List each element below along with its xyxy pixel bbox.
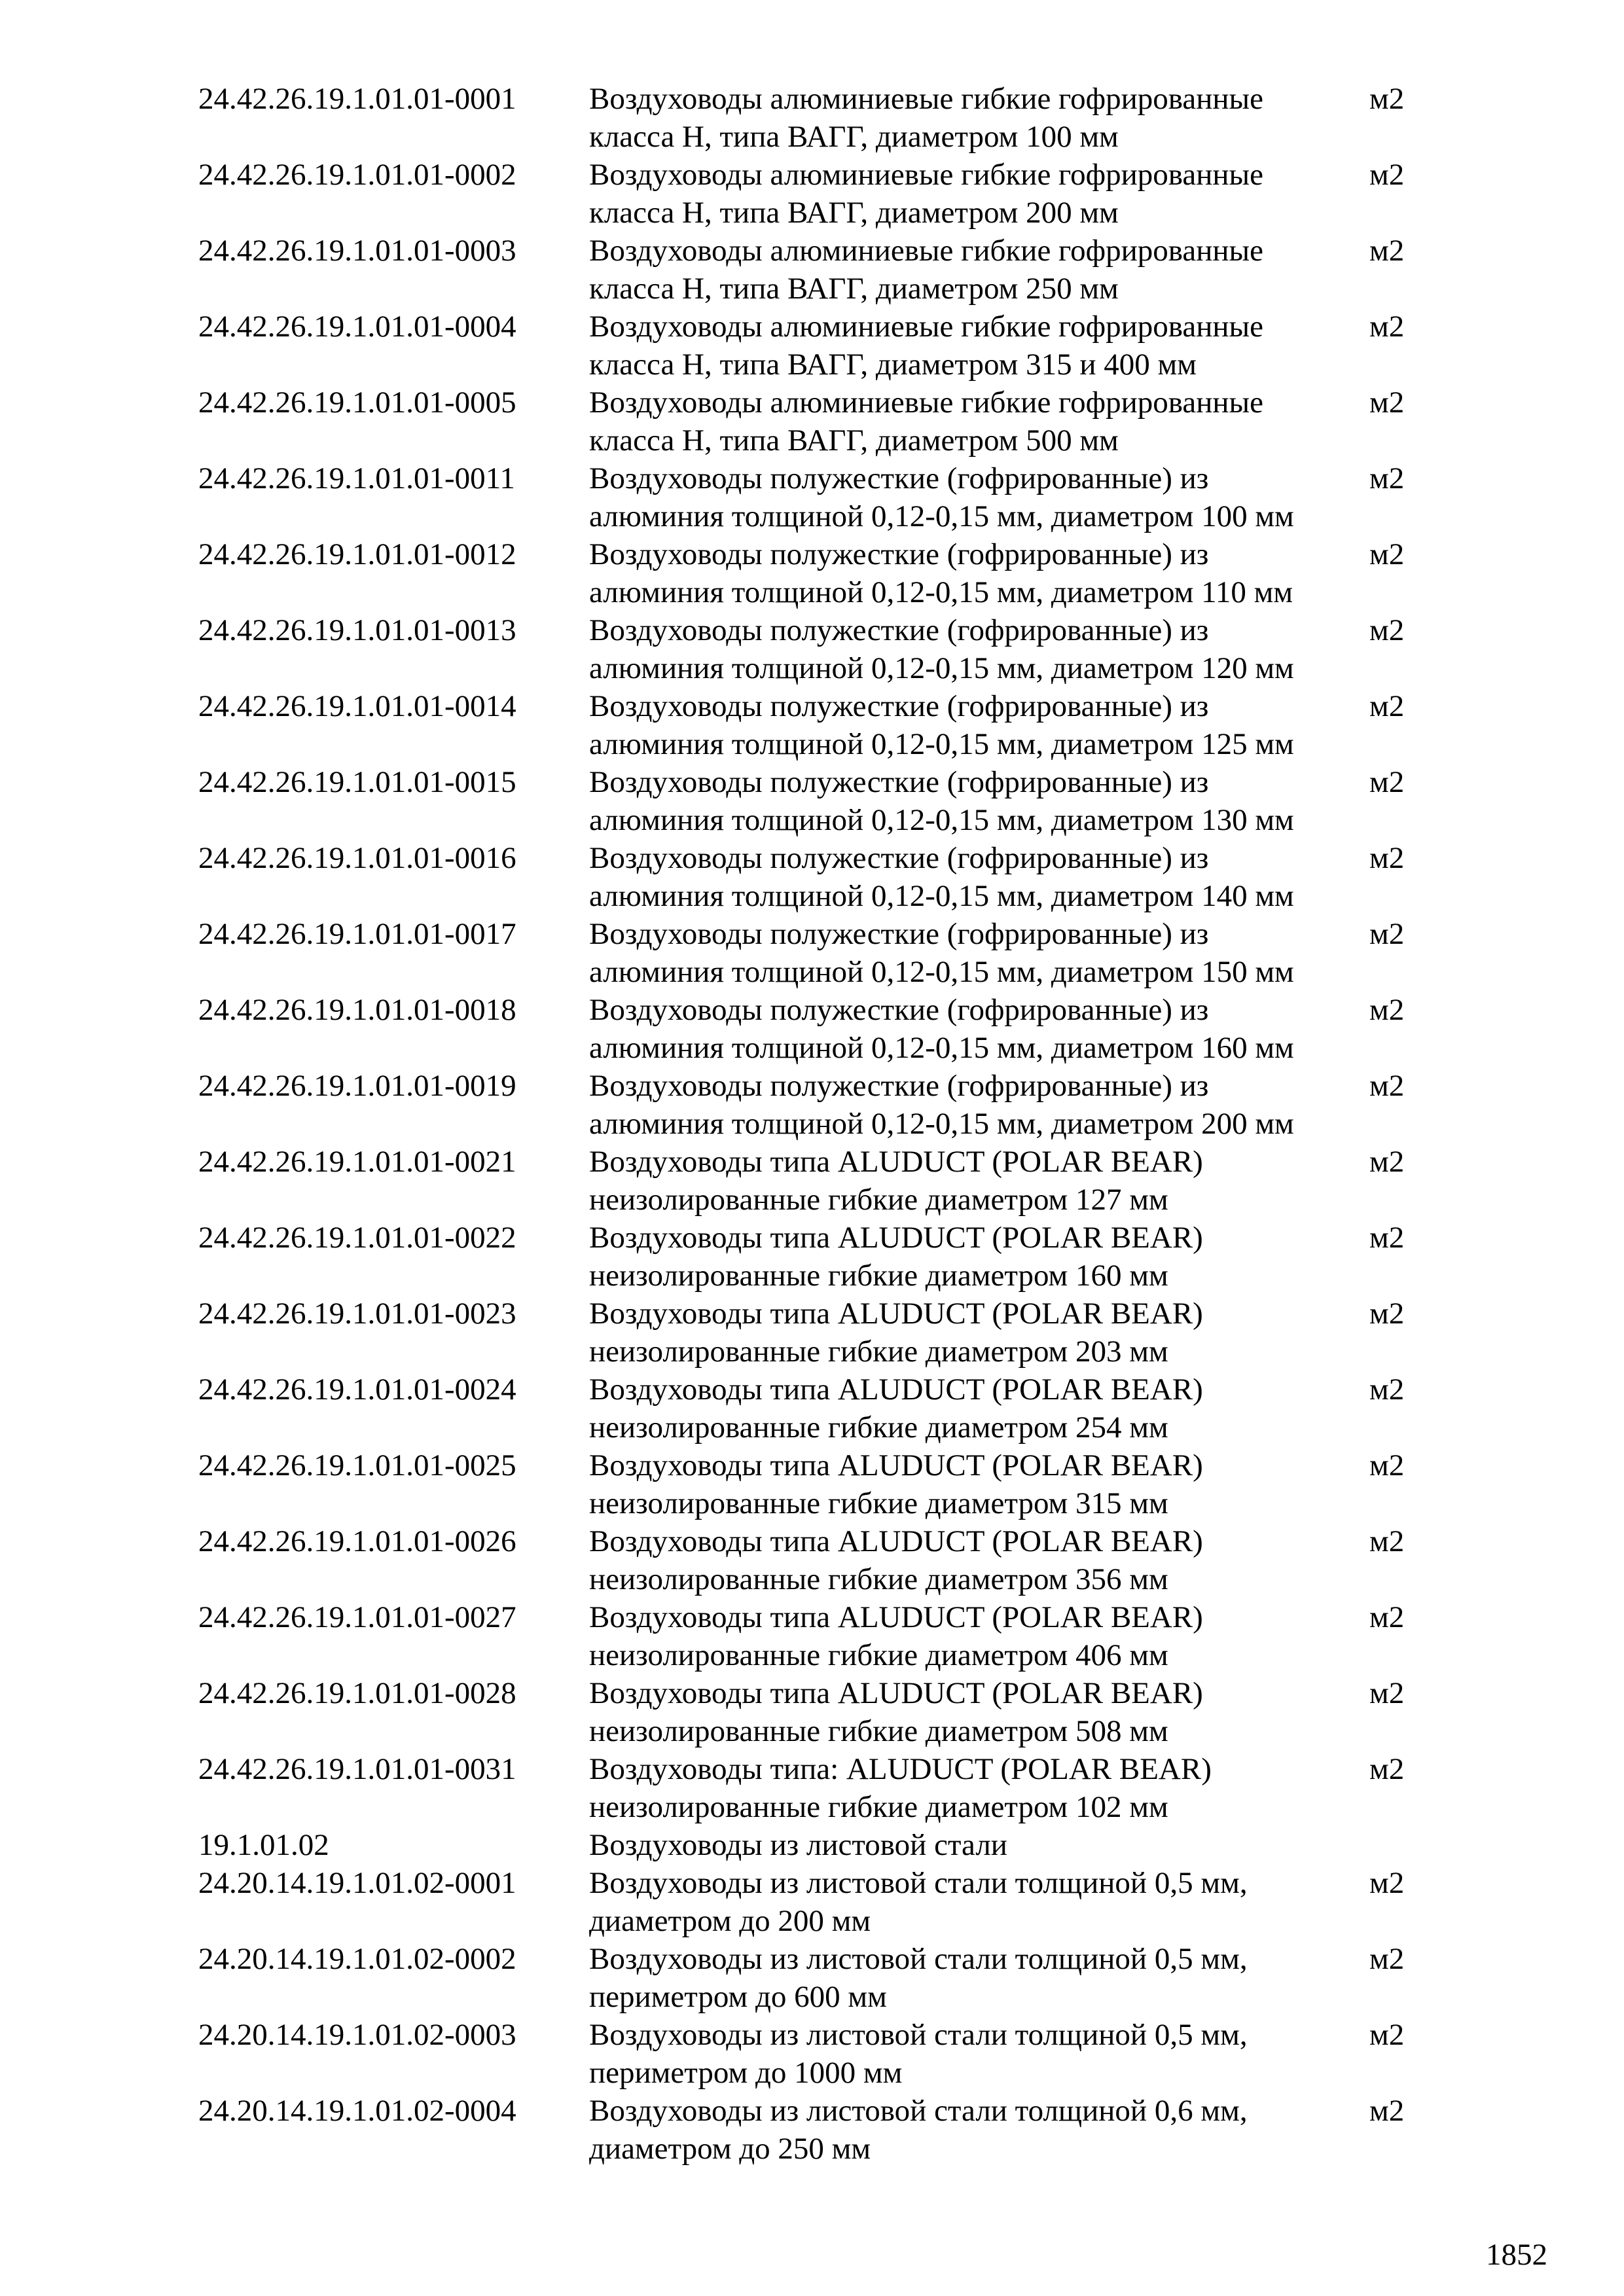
item-unit: м2 <box>1369 1221 1405 1255</box>
table-row <box>0 2092 1624 2168</box>
item-unit: м2 <box>1369 310 1405 344</box>
item-description <box>589 1598 1203 1674</box>
description-line: Воздуховоды полужесткие (гофрированные) из <box>589 993 1209 1027</box>
item-unit: м2 <box>1369 2018 1405 2052</box>
item-description <box>589 611 1294 687</box>
description-line: Воздуховоды полужесткие (гофрированные) из <box>589 613 1209 647</box>
description-line: алюминия толщиной 0,12-0,15 мм, диаметром 150 мм <box>589 955 1294 989</box>
item-description <box>589 1522 1203 1598</box>
item-unit: м2 <box>1369 1524 1405 1558</box>
description-line: диаметром до 200 мм <box>589 1904 871 1938</box>
item-description <box>589 459 1294 535</box>
description-line: Воздуховоды типа ALUDUCT (POLAR BEAR) <box>589 1676 1203 1710</box>
table-row <box>0 1219 1624 1295</box>
table-row <box>0 1522 1624 1598</box>
description-line: Воздуховоды типа ALUDUCT (POLAR BEAR) <box>589 1448 1203 1482</box>
item-description <box>589 1826 1007 1864</box>
description-line: неизолированные гибкие диаметром 160 мм <box>589 1259 1168 1293</box>
description-line: Воздуховоды из листовой стали толщиной 0,6 мм, <box>589 2094 1248 2128</box>
table-row <box>0 1446 1624 1522</box>
item-code: 24.42.26.19.1.01.01-0025 <box>198 1448 516 1482</box>
description-line: периметром до 1000 мм <box>589 2056 903 2090</box>
table-row <box>0 1750 1624 1826</box>
item-unit: м2 <box>1369 613 1405 647</box>
table-row <box>0 611 1624 687</box>
item-description <box>589 1674 1203 1750</box>
item-unit: м2 <box>1369 1942 1405 1976</box>
table-row <box>0 80 1624 156</box>
description-line: Воздуховоды типа ALUDUCT (POLAR BEAR) <box>589 1221 1203 1255</box>
item-code: 24.42.26.19.1.01.01-0023 <box>198 1297 516 1331</box>
item-description <box>589 1295 1203 1371</box>
item-description <box>589 80 1263 156</box>
description-line: неизолированные гибкие диаметром 356 мм <box>589 1562 1168 1596</box>
description-line: Воздуховоды полужесткие (гофрированные) из <box>589 1069 1209 1103</box>
item-description <box>589 2016 1248 2092</box>
description-line: неизолированные гибкие диаметром 315 мм <box>589 1486 1168 1520</box>
item-description <box>589 2092 1248 2168</box>
item-description <box>589 1371 1203 1446</box>
item-code: 24.42.26.19.1.01.01-0017 <box>198 917 516 951</box>
page-number: 1852 <box>1486 2238 1547 2272</box>
item-unit: м2 <box>1369 917 1405 951</box>
item-unit: м2 <box>1369 1752 1405 1786</box>
description-line: Воздуховоды алюминиевые гибкие гофрированные <box>589 386 1263 420</box>
item-unit: м2 <box>1369 765 1405 799</box>
item-description <box>589 384 1263 459</box>
item-code: 24.42.26.19.1.01.01-0019 <box>198 1069 516 1103</box>
description-line: Воздуховоды типа ALUDUCT (POLAR BEAR) <box>589 1524 1203 1558</box>
description-line: диаметром до 250 мм <box>589 2132 871 2166</box>
item-unit: м2 <box>1369 1297 1405 1331</box>
item-unit: м2 <box>1369 1145 1405 1179</box>
item-unit: м2 <box>1369 82 1405 116</box>
table-row <box>0 308 1624 384</box>
table-row <box>0 1067 1624 1143</box>
item-unit: м2 <box>1369 1448 1405 1482</box>
description-line: алюминия толщиной 0,12-0,15 мм, диаметром 120 мм <box>589 651 1294 685</box>
description-line: Воздуховоды полужесткие (гофрированные) из <box>589 841 1209 875</box>
item-code: 24.42.26.19.1.01.01-0014 <box>198 689 516 723</box>
item-code: 24.42.26.19.1.01.01-0005 <box>198 386 516 420</box>
item-description <box>589 1143 1203 1219</box>
item-unit: м2 <box>1369 158 1405 192</box>
description-line: Воздуховоды полужесткие (гофрированные) из <box>589 917 1209 951</box>
description-line: алюминия толщиной 0,12-0,15 мм, диаметром 100 мм <box>589 499 1294 533</box>
table-row <box>0 1598 1624 1674</box>
description-line: Воздуховоды полужесткие (гофрированные) из <box>589 765 1209 799</box>
item-unit: м2 <box>1369 841 1405 875</box>
item-unit: м2 <box>1369 993 1405 1027</box>
item-unit: м2 <box>1369 234 1405 268</box>
table-row <box>0 687 1624 763</box>
description-line: неизолированные гибкие диаметром 203 мм <box>589 1335 1168 1369</box>
item-unit: м2 <box>1369 1372 1405 1407</box>
table-row <box>0 384 1624 459</box>
item-unit: м2 <box>1369 537 1405 571</box>
item-code: 24.42.26.19.1.01.01-0016 <box>198 841 516 875</box>
item-code: 24.42.26.19.1.01.01-0002 <box>198 158 516 192</box>
description-line: класса Н, типа ВАГГ, диаметром 500 мм <box>589 423 1119 457</box>
description-line: Воздуховоды полужесткие (гофрированные) из <box>589 537 1209 571</box>
description-line: класса Н, типа ВАГГ, диаметром 200 мм <box>589 196 1119 230</box>
description-line: Воздуховоды алюминиевые гибкие гофрированные <box>589 82 1263 116</box>
description-line: Воздуховоды алюминиевые гибкие гофрированные <box>589 234 1263 268</box>
description-line: Воздуховоды алюминиевые гибкие гофрированные <box>589 310 1263 344</box>
item-description <box>589 1940 1248 2016</box>
description-line: Воздуховоды типа ALUDUCT (POLAR BEAR) <box>589 1600 1203 1634</box>
item-unit: м2 <box>1369 386 1405 420</box>
description-line: алюминия толщиной 0,12-0,15 мм, диаметром 140 мм <box>589 879 1294 913</box>
item-code: 24.42.26.19.1.01.01-0004 <box>198 310 516 344</box>
item-code: 24.20.14.19.1.01.02-0004 <box>198 2094 516 2128</box>
item-unit: м2 <box>1369 1600 1405 1634</box>
table-row <box>0 2016 1624 2092</box>
item-description <box>589 156 1263 232</box>
item-description <box>589 1219 1203 1295</box>
item-code: 24.20.14.19.1.01.02-0001 <box>198 1866 516 1900</box>
description-line: Воздуховоды из листовой стали толщиной 0,5 мм, <box>589 2018 1248 2052</box>
item-unit: м2 <box>1369 1866 1405 1900</box>
table-row <box>0 459 1624 535</box>
item-unit: м2 <box>1369 1069 1405 1103</box>
table-row <box>0 1143 1624 1219</box>
table-row <box>0 1371 1624 1446</box>
table-row <box>0 535 1624 611</box>
item-code: 24.42.26.19.1.01.01-0003 <box>198 234 516 268</box>
description-line: алюминия толщиной 0,12-0,15 мм, диаметром 130 мм <box>589 803 1294 837</box>
item-description <box>589 1750 1212 1826</box>
description-line: неизолированные гибкие диаметром 254 мм <box>589 1410 1168 1444</box>
table-row <box>0 763 1624 839</box>
description-line: алюминия толщиной 0,12-0,15 мм, диаметром 160 мм <box>589 1031 1294 1065</box>
item-description <box>589 915 1294 991</box>
table-row <box>0 1674 1624 1750</box>
description-line: класса Н, типа ВАГГ, диаметром 250 мм <box>589 272 1119 306</box>
item-code: 24.42.26.19.1.01.01-0026 <box>198 1524 516 1558</box>
item-code: 24.42.26.19.1.01.01-0028 <box>198 1676 516 1710</box>
description-line: неизолированные гибкие диаметром 102 мм <box>589 1790 1168 1824</box>
item-code: 24.42.26.19.1.01.01-0013 <box>198 613 516 647</box>
table-row <box>0 156 1624 232</box>
description-line: Воздуховоды из листовой стали <box>589 1828 1007 1862</box>
item-description <box>589 1067 1294 1143</box>
table-row <box>0 1295 1624 1371</box>
item-code: 24.42.26.19.1.01.01-0015 <box>198 765 516 799</box>
item-description <box>589 839 1294 915</box>
description-line: алюминия толщиной 0,12-0,15 мм, диаметром 200 мм <box>589 1107 1294 1141</box>
description-line: неизолированные гибкие диаметром 508 мм <box>589 1714 1168 1748</box>
table-row <box>0 839 1624 915</box>
table-row <box>0 1940 1624 2016</box>
description-line: Воздуховоды полужесткие (гофрированные) из <box>589 461 1209 495</box>
item-description <box>589 1864 1248 1940</box>
description-line: Воздуховоды полужесткие (гофрированные) из <box>589 689 1209 723</box>
item-unit: м2 <box>1369 1676 1405 1710</box>
description-line: алюминия толщиной 0,12-0,15 мм, диаметром 125 мм <box>589 727 1294 761</box>
description-line: Воздуховоды типа ALUDUCT (POLAR BEAR) <box>589 1297 1203 1331</box>
description-line: периметром до 600 мм <box>589 1980 887 2014</box>
item-code: 24.42.26.19.1.01.01-0011 <box>198 461 515 495</box>
description-line: Воздуховоды из листовой стали толщиной 0,5 мм, <box>589 1866 1248 1900</box>
item-code: 24.42.26.19.1.01.01-0027 <box>198 1600 516 1634</box>
item-description <box>589 991 1294 1067</box>
description-line: неизолированные гибкие диаметром 127 мм <box>589 1183 1168 1217</box>
table-row <box>0 991 1624 1067</box>
table-row <box>0 1864 1624 1940</box>
description-line: Воздуховоды типа: ALUDUCT (POLAR BEAR) <box>589 1752 1212 1786</box>
item-code: 24.42.26.19.1.01.01-0012 <box>198 537 516 571</box>
item-code: 24.20.14.19.1.01.02-0003 <box>198 2018 516 2052</box>
item-code: 24.42.26.19.1.01.01-0018 <box>198 993 516 1027</box>
item-code: 24.42.26.19.1.01.01-0031 <box>198 1752 516 1786</box>
item-code: 24.20.14.19.1.01.02-0002 <box>198 1942 516 1976</box>
catalog-table <box>0 80 1624 2168</box>
item-code: 24.42.26.19.1.01.01-0001 <box>198 82 516 116</box>
item-description <box>589 232 1263 308</box>
item-description <box>589 687 1294 763</box>
item-code: 24.42.26.19.1.01.01-0022 <box>198 1221 516 1255</box>
table-row <box>0 915 1624 991</box>
item-unit: м2 <box>1369 2094 1405 2128</box>
table-row <box>0 232 1624 308</box>
description-line: неизолированные гибкие диаметром 406 мм <box>589 1638 1168 1672</box>
item-description <box>589 1446 1203 1522</box>
item-description <box>589 308 1263 384</box>
item-unit: м2 <box>1369 689 1405 723</box>
description-line: класса Н, типа ВАГГ, диаметром 100 мм <box>589 120 1119 154</box>
description-line: Воздуховоды алюминиевые гибкие гофрированные <box>589 158 1263 192</box>
item-description <box>589 763 1294 839</box>
item-code: 19.1.01.02 <box>198 1828 329 1862</box>
description-line: Воздуховоды из листовой стали толщиной 0,5 мм, <box>589 1942 1248 1976</box>
item-unit: м2 <box>1369 461 1405 495</box>
table-row <box>0 1826 1624 1864</box>
description-line: класса Н, типа ВАГГ, диаметром 315 и 400 мм <box>589 348 1197 382</box>
description-line: Воздуховоды типа ALUDUCT (POLAR BEAR) <box>589 1145 1203 1179</box>
item-description <box>589 535 1293 611</box>
description-line: Воздуховоды типа ALUDUCT (POLAR BEAR) <box>589 1372 1203 1407</box>
item-code: 24.42.26.19.1.01.01-0021 <box>198 1145 516 1179</box>
item-code: 24.42.26.19.1.01.01-0024 <box>198 1372 516 1407</box>
description-line: алюминия толщиной 0,12-0,15 мм, диаметром 110 мм <box>589 575 1293 609</box>
